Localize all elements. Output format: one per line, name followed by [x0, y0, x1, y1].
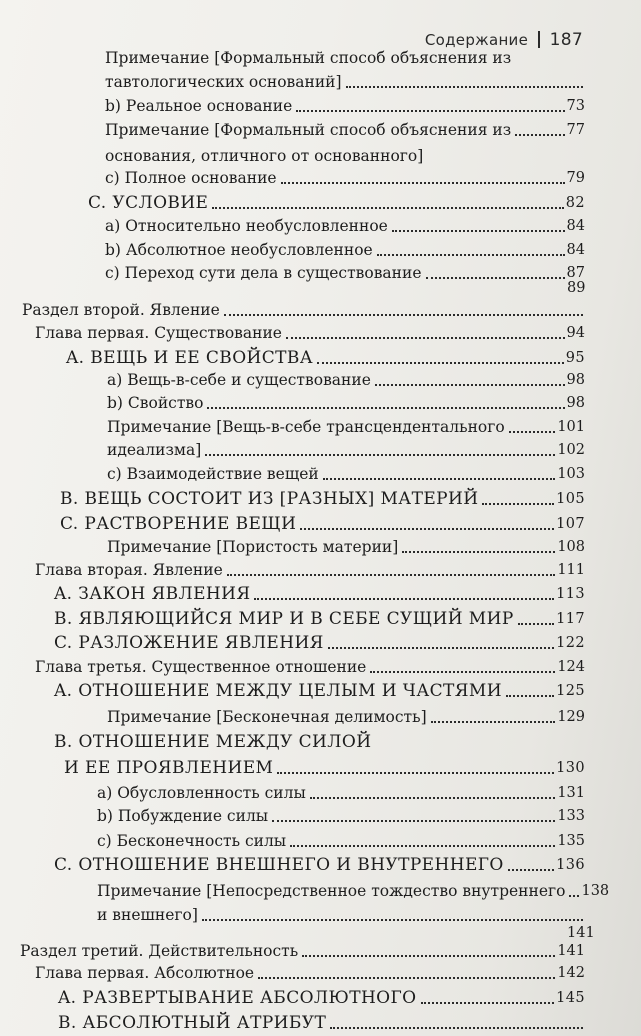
dot-leader: [317, 362, 564, 364]
toc-entry: [54, 609, 585, 629]
running-header: [425, 30, 583, 50]
dot-leader: [227, 574, 556, 576]
dot-leader: [224, 314, 583, 316]
toc-entry-label: A. ЗАКОН ЯВЛЕНИЯ: [54, 584, 251, 604]
toc-page-number: 103: [557, 466, 585, 482]
toc-entry: [107, 464, 585, 484]
toc-entry-label: C. РАЗЛОЖЕНИЕ ЯВЛЕНИЯ: [54, 633, 324, 653]
toc-page-number: 124: [557, 659, 585, 675]
dot-leader: [377, 254, 565, 256]
toc-entry-label: тавтологических оснований]: [105, 73, 342, 91]
dot-leader: [296, 110, 564, 112]
toc-entry: [88, 193, 585, 213]
dot-leader: [330, 1027, 583, 1029]
toc-entry: [54, 855, 585, 875]
dot-leader: [207, 407, 564, 409]
dot-leader: [328, 647, 554, 649]
toc-entry-label: b) Побуждение силы: [97, 807, 269, 825]
toc-entry-label: a) Обусловленность силы: [97, 784, 306, 802]
toc-entry-label: Глава первая. Абсолютное: [35, 964, 255, 982]
dot-leader: [277, 772, 554, 774]
toc-entry-label: A. РАЗВЕРТЫВАНИЕ АБСОЛЮТНОГО: [58, 988, 417, 1008]
toc-entry-label: Примечание [Формальный способ объяснения из: [105, 121, 512, 139]
toc-entry-label: C. ОТНОШЕНИЕ ВНЕШНЕГО И ВНУТРЕННЕГО: [54, 855, 504, 875]
toc-entry: [54, 633, 585, 653]
toc-page-number: 135: [557, 833, 585, 849]
dot-leader: [515, 134, 564, 136]
toc-page-number: 122: [556, 635, 585, 651]
toc-entry-label: B. ВЕЩЬ СОСТОИТ ИЗ [РАЗНЫХ] МАТЕРИЙ: [60, 489, 479, 509]
dot-leader: [392, 230, 565, 232]
toc-entry: [105, 168, 585, 188]
toc-entry-label: и внешнего]: [97, 906, 198, 924]
toc-page-number: 108: [557, 539, 585, 555]
dot-leader: [300, 528, 554, 530]
toc-page-number: 133: [557, 808, 585, 824]
toc-entry: [97, 806, 585, 826]
toc-page-number: 101: [557, 419, 585, 435]
dot-leader: [346, 86, 583, 88]
toc-entry: [105, 263, 585, 283]
toc-page-number: 102: [557, 442, 585, 458]
toc-page-number: 142: [557, 965, 585, 981]
dot-leader: [431, 721, 556, 723]
dot-leader: [402, 551, 555, 553]
toc-page-number: 79: [566, 170, 585, 186]
toc-entry: [107, 393, 585, 413]
toc-page-number: 136: [556, 857, 585, 873]
dot-leader: [421, 1002, 555, 1004]
toc-entry: [107, 707, 585, 727]
toc-entry-label: Глава третья. Существенное отношение: [35, 658, 367, 676]
dot-leader: [302, 955, 555, 957]
toc-entry: [107, 370, 585, 390]
toc-entry: [60, 514, 585, 534]
toc-page-number: 94: [566, 325, 585, 341]
toc-entry-label: a) Относительно необусловленное: [105, 217, 388, 235]
dot-leader: [508, 869, 554, 871]
toc-page-number: 89: [567, 280, 586, 296]
dot-leader: [426, 277, 565, 279]
dot-leader: [569, 895, 579, 897]
toc-entry: [107, 417, 585, 437]
toc-entry-label: Примечание [Вещь-в-себе трансцендентального: [107, 418, 505, 436]
dot-leader: [290, 845, 555, 847]
toc-page-number: 77: [566, 122, 585, 138]
toc-entry-label: c) Переход сути дела в существование: [105, 264, 422, 282]
toc-entry-label: a) Вещь-в-себе и существование: [107, 371, 371, 389]
toc-entry: [105, 72, 585, 92]
toc-entry-text: Примечание [Формальный способ объяснения из: [105, 49, 512, 67]
toc-page-number: 87: [566, 265, 585, 281]
toc-entry-label: Раздел второй. Явление: [22, 301, 220, 319]
toc-page-number: 117: [556, 611, 585, 627]
dot-leader: [272, 820, 555, 822]
toc-entry: [35, 963, 585, 983]
toc-entry: [54, 681, 585, 701]
toc-entry: [35, 323, 585, 343]
toc-page-number: 105: [556, 491, 585, 507]
toc-entry-label: Раздел третий. Действительность: [20, 942, 299, 960]
toc-page-number: 131: [557, 785, 585, 801]
toc-entry-label: A. ОТНОШЕНИЕ МЕЖДУ ЦЕЛЫМ И ЧАСТЯМИ: [54, 681, 502, 701]
header-separator: [538, 31, 540, 48]
toc-page-number: 98: [566, 372, 585, 388]
toc-entry-label: C. УСЛОВИЕ: [88, 193, 209, 213]
toc-entry-label: идеализма]: [107, 441, 202, 459]
toc-page-number: 138: [581, 883, 610, 899]
toc-page-number: 98: [566, 395, 585, 411]
dot-leader: [202, 919, 583, 921]
dot-leader: [310, 797, 556, 799]
toc-page-number: 113: [556, 586, 585, 602]
toc-entry-label: c) Полное основание: [105, 169, 277, 187]
toc-page-number: 145: [556, 990, 585, 1006]
dot-leader: [212, 207, 563, 209]
toc-entry: [54, 584, 585, 604]
toc-page-number: 141: [557, 943, 585, 959]
toc-entry-label: b) Реальное основание: [105, 97, 293, 115]
toc-entry-label: Глава вторая. Явление: [35, 561, 223, 579]
toc-entry: [105, 96, 585, 116]
dot-leader: [482, 503, 554, 505]
toc-entry: [35, 657, 585, 677]
toc-page-number: 82: [565, 195, 585, 211]
toc-page-number: 130: [556, 760, 585, 776]
toc-page-number: 141: [567, 925, 595, 941]
toc-entry-text: B. ОТНОШЕНИЕ МЕЖДУ СИЛОЙ: [54, 732, 372, 752]
header-page-number: 187: [549, 30, 583, 50]
toc-entry: [107, 440, 585, 460]
toc-page-number: 73: [566, 98, 585, 114]
toc-entry-label: Примечание [Пористость материи]: [107, 538, 399, 556]
dot-leader: [506, 695, 554, 697]
toc-entry-label: B. АБСОЛЮТНЫЙ АТРИБУТ: [58, 1013, 327, 1033]
toc-page-number: 84: [566, 218, 585, 234]
toc-page-number: 95: [565, 350, 585, 366]
toc-entry: [60, 489, 585, 509]
toc-entry-label: c) Взаимодействие вещей: [107, 465, 319, 483]
dot-leader: [281, 182, 565, 184]
toc-page-number: 129: [557, 709, 585, 725]
toc-entry: [20, 941, 585, 961]
dot-leader: [323, 478, 556, 480]
toc-entry-label: A. ВЕЩЬ И ЕЕ СВОЙСТВА: [66, 348, 314, 368]
toc-entry: [97, 905, 585, 925]
dot-leader: [375, 384, 565, 386]
dot-leader: [370, 671, 555, 673]
toc-entry: [105, 120, 585, 140]
toc-page-number: 125: [556, 683, 585, 699]
toc-entry: [97, 783, 585, 803]
toc-entry-label: C. РАСТВОРЕНИЕ ВЕЩИ: [60, 514, 297, 534]
toc-entry: [105, 240, 585, 260]
dot-leader: [205, 454, 555, 456]
toc-entry: [97, 881, 610, 901]
toc-page-number: 107: [556, 516, 585, 532]
dot-leader: [509, 431, 556, 433]
toc-entry: [58, 1013, 585, 1033]
toc-entry-label: Примечание [Непосредственное тождество внутреннего: [97, 882, 566, 900]
toc-entry-label: c) Бесконечность силы: [97, 832, 287, 850]
toc-entry-label: b) Свойство: [107, 394, 204, 412]
toc-entry-label: b) Абсолютное необусловленное: [105, 241, 373, 259]
toc-entry: [58, 988, 585, 1008]
toc-page-number: 84: [566, 242, 585, 258]
toc-entry: [97, 831, 585, 851]
toc-entry: [107, 537, 585, 557]
dot-leader: [254, 598, 554, 600]
dot-leader: [518, 623, 554, 625]
toc-entry: [64, 758, 585, 778]
toc-entry-label: И ЕЕ ПРОЯВЛЕНИЕМ: [64, 758, 274, 778]
toc-entry-label: B. ЯВЛЯЮЩИЙСЯ МИР И В СЕБЕ СУЩИЙ МИР: [54, 609, 514, 629]
toc-entry: [105, 216, 585, 236]
dot-leader: [286, 337, 565, 339]
toc-entry: [22, 300, 585, 320]
toc-entry: [35, 560, 585, 580]
toc-entry-label: Примечание [Бесконечная делимость]: [107, 708, 427, 726]
toc-entry: [66, 348, 585, 368]
dot-leader: [258, 977, 555, 979]
toc-page-number: 111: [557, 562, 585, 578]
toc-entry-label: Глава первая. Существование: [35, 324, 282, 342]
header-title: Содержание: [424, 31, 529, 49]
toc-entry-text: основания, отличного от основанного]: [105, 147, 424, 165]
